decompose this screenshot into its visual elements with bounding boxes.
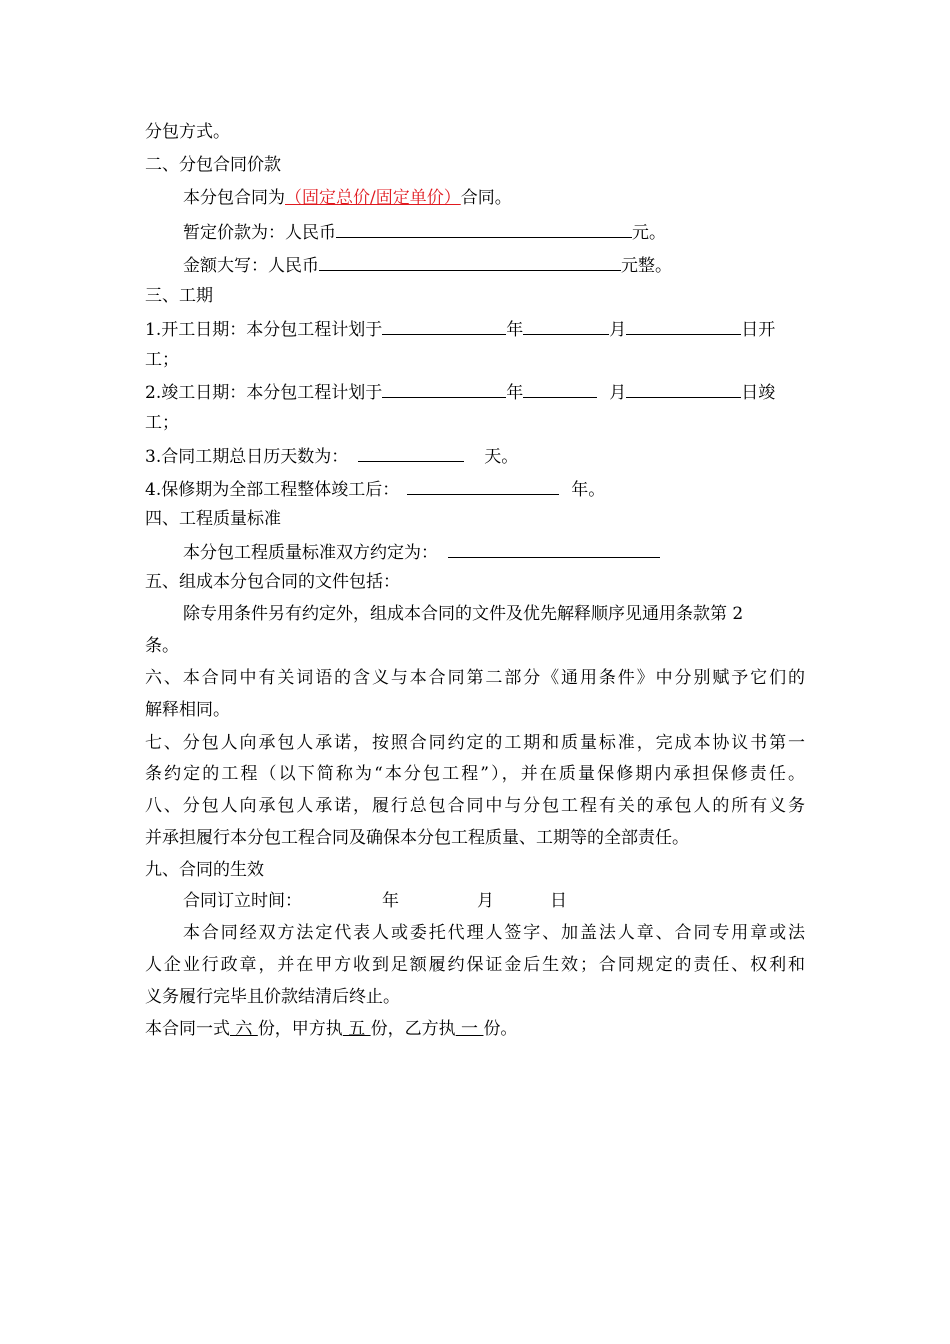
text: 暂定价款为：人民币	[183, 223, 336, 243]
text: 年。	[571, 480, 606, 500]
text-line: 条。	[145, 636, 179, 656]
text: 日开	[741, 320, 776, 340]
text-line: 除专用条件另有约定外，组成本合同的文件及优先解释顺序见通用条款第 2	[183, 604, 744, 624]
blank-field	[336, 219, 632, 238]
text-line: 解释相同。	[145, 700, 230, 720]
text: 本合同一式	[145, 1019, 230, 1039]
contract-type-value: （固定总价/固定单价）	[285, 188, 461, 208]
text: 日	[550, 891, 567, 911]
warranty-line	[145, 476, 605, 502]
text-line: 义务履行完毕且价款结清后终止。	[145, 987, 400, 1007]
text: 月	[609, 383, 627, 403]
text: 本分包合同为	[183, 188, 285, 208]
blank-field	[407, 476, 559, 495]
text: 元整。	[621, 256, 672, 276]
text-line: 并承担履行本分包工程合同及确保本分包工程质量、工期等的全部责任。	[145, 828, 689, 848]
copies-line	[145, 1017, 517, 1041]
text: 年	[382, 891, 399, 911]
total-days-line	[145, 443, 518, 469]
blank-field	[358, 443, 464, 462]
contract-type-line	[183, 186, 512, 210]
text: 份。	[483, 1019, 518, 1039]
section-heading: 九、合同的生效	[145, 860, 264, 880]
text-line: 本合同经双方法定代表人或委托代理人签字、加盖法人章、合同专用章或法	[183, 923, 805, 943]
blank-field	[319, 252, 621, 271]
text: 合同订立时间：	[183, 891, 302, 911]
text: 金额大写：人民币	[183, 256, 319, 276]
blank-field	[523, 316, 609, 335]
amount-in-words-line	[183, 252, 672, 278]
section-heading: 四、工程质量标准	[145, 509, 281, 529]
text: 月	[477, 891, 494, 911]
copies-party-a: 五	[342, 1019, 371, 1039]
text-line: 六、本合同中有关词语的含义与本合同第二部分《通用条件》中分别赋予它们的	[145, 668, 805, 688]
text-line: 七、分包人向承包人承诺，按照合同约定的工期和质量标准，完成本协议书第一	[145, 733, 805, 753]
text: 1.开工日期：本分包工程计划于	[145, 320, 383, 340]
provisional-price-line	[183, 219, 666, 245]
text: 年	[506, 383, 524, 403]
signing-date-line	[183, 889, 567, 913]
text: 月	[609, 320, 627, 340]
text-line: 工；	[145, 350, 179, 370]
text: 年	[506, 320, 524, 340]
text-line: 人企业行政章，并在甲方收到足额履约保证金后生效；合同规定的责任、权利和	[145, 955, 805, 975]
copies-total: 六	[230, 1019, 258, 1039]
text: 天。	[484, 447, 519, 467]
text: 2.竣工日期：本分包工程计划于	[145, 383, 383, 403]
text: 本分包工程质量标准双方约定为：	[183, 543, 438, 563]
text: 3.合同工期总日历天数为：	[145, 447, 349, 467]
text: 合同。	[460, 188, 512, 208]
completion-date-line	[145, 379, 775, 405]
copies-party-b: 一	[455, 1019, 484, 1039]
quality-standard-line	[183, 539, 660, 565]
text-line: 工；	[145, 413, 179, 433]
text-line: 八、分包人向承包人承诺，履行总包合同中与分包工程有关的承包人的所有义务	[145, 796, 805, 816]
section-heading: 二、分包合同价款	[145, 155, 281, 175]
text: 份，甲方执	[257, 1019, 343, 1039]
blank-field	[382, 316, 506, 335]
blank-field	[448, 539, 660, 558]
text: 份，乙方执	[370, 1019, 456, 1039]
blank-field	[626, 379, 741, 398]
text-line: 分包方式。	[145, 122, 230, 142]
start-date-line	[145, 316, 775, 342]
text: 4.保修期为全部工程整体竣工后：	[145, 480, 400, 500]
section-heading: 三、工期	[145, 286, 213, 306]
section-heading: 五、组成本分包合同的文件包括：	[145, 572, 400, 592]
text: 日竣	[741, 383, 776, 403]
blank-field	[382, 379, 506, 398]
text: 元。	[632, 223, 666, 243]
text-line: 条约定的工程（以下简称为“本分包工程”），并在质量保修期内承担保修责任。	[145, 764, 805, 784]
blank-field	[626, 316, 741, 335]
blank-field	[523, 379, 597, 398]
